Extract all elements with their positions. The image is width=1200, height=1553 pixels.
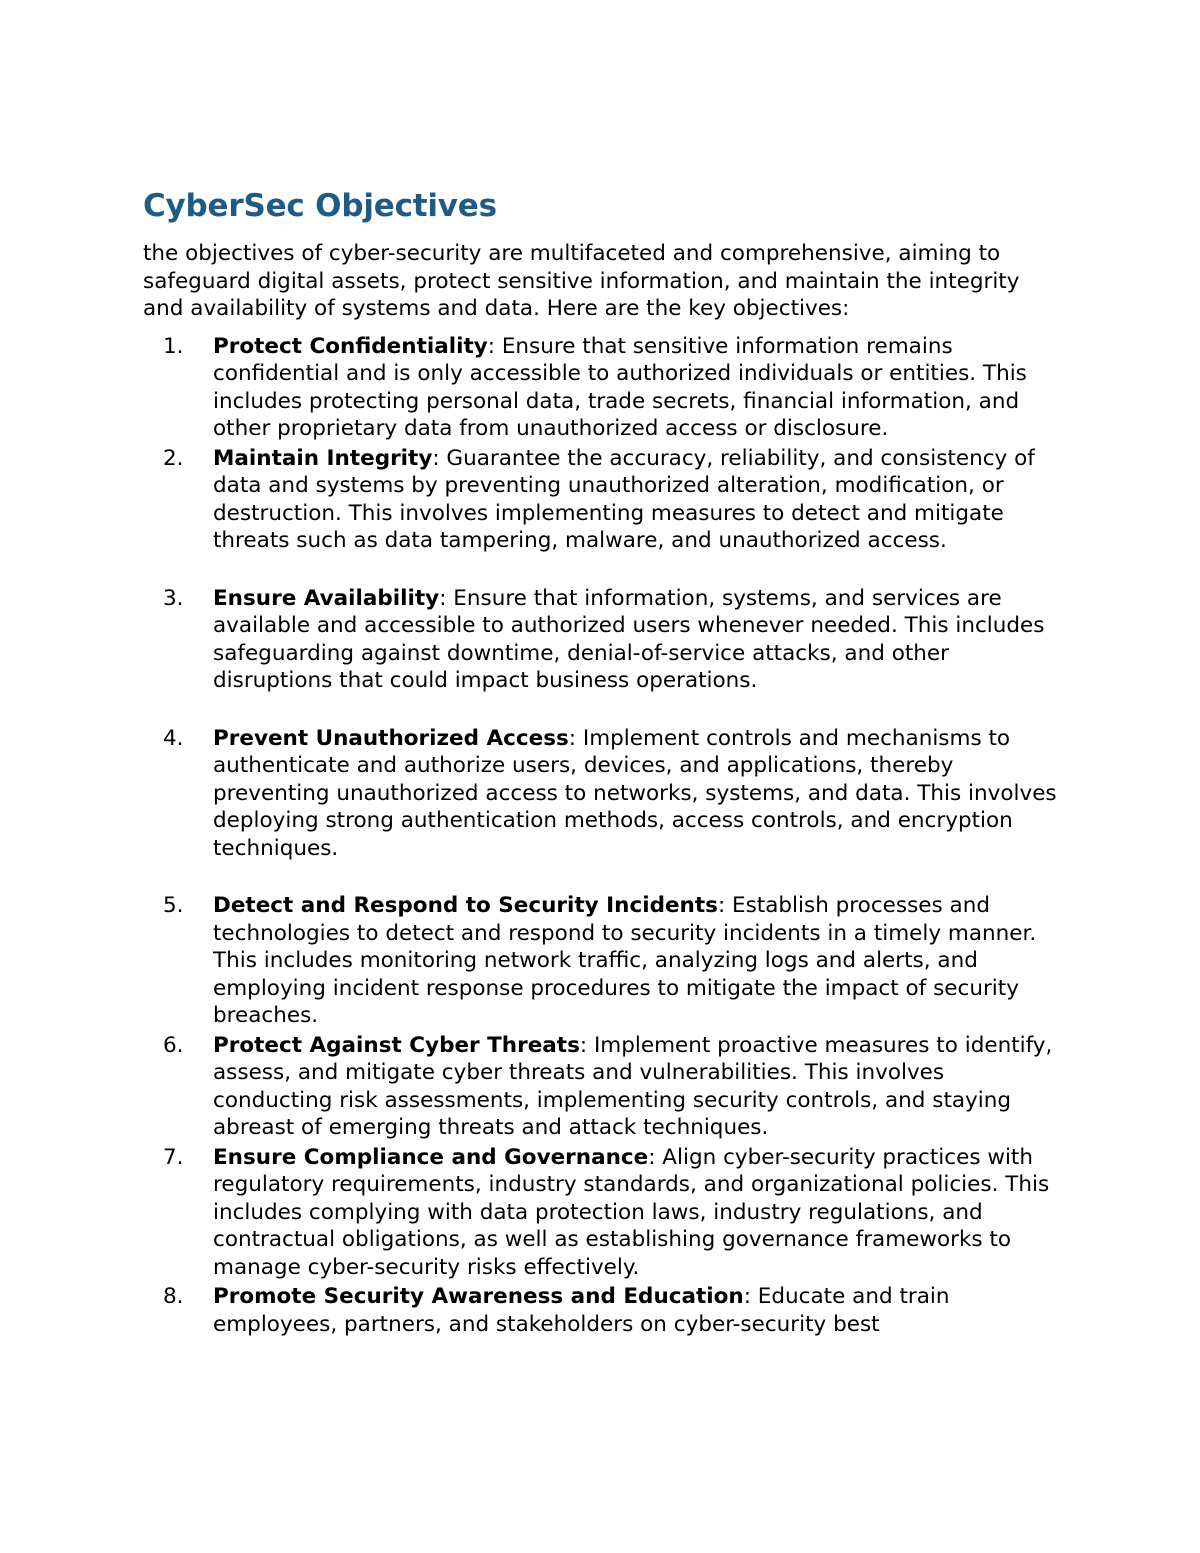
objective-text: : Align cyber-security practices with regulatory requirements, industry standards, and organizational policies. This includes complying with data protection laws, industry regulations, and contractual obligations, as well as establishing governance frameworks to manage cyber-security risks effectively. xyxy=(213,1144,1050,1280)
objective-item xyxy=(143,1283,1063,1338)
objective-text: : Ensure that information, systems, and services are available and accessible to authorized users whenever needed. This includes safeguarding against downtime, denial-of-service attacks, and other disruptions that could impact business operations. xyxy=(213,585,1045,693)
objective-number: 4. xyxy=(163,725,184,751)
objective-title: Promote Security Awareness and Education xyxy=(213,1284,744,1309)
objective-item xyxy=(143,333,1063,443)
objective-item xyxy=(143,1032,1063,1142)
objective-item xyxy=(143,892,1063,1030)
objective-title: Prevent Unauthorized Access xyxy=(213,725,569,751)
objective-item xyxy=(143,725,1063,863)
objective-item xyxy=(143,1144,1063,1282)
objective-text: : Establish processes and technologies to detect and respond to security incidents in a timely manner. This includes monitoring network traffic, analyzing logs and alerts, and employing incident response procedures to mitigate the impact of security breaches. xyxy=(213,893,1037,1028)
document-body xyxy=(143,186,1063,1340)
objective-text: : Educate and train employees, partners, and stakeholders on cyber-security best xyxy=(213,1284,950,1337)
objective-number: 3. xyxy=(163,585,184,611)
objective-number: 2. xyxy=(163,445,184,471)
objective-number: 5. xyxy=(163,893,184,918)
objective-title: Protect Confidentiality xyxy=(213,333,488,359)
objective-number: 7. xyxy=(163,1144,184,1170)
objective-number: 6. xyxy=(163,1032,184,1058)
objective-title: Maintain Integrity xyxy=(213,445,433,471)
objective-text: : Guarantee the accuracy, reliability, and consistency of data and systems by preventing unauthorized alteration, modification, or destruction. This involves implementing measures to detect and mitigate threats such as data tampering, malware, and unauthorized access. xyxy=(213,445,1035,553)
objective-title: Ensure Compliance and Governance xyxy=(213,1144,649,1170)
intro-paragraph: the objectives of cyber-security are multifaceted and comprehensive, aiming to safeguard digital assets, protect sensitive information, and maintain the integrity and availability of systems and data. Here are the key objectives: xyxy=(143,241,1020,321)
objective-title: Ensure Availability xyxy=(213,585,440,611)
objective-item xyxy=(143,445,1063,555)
objective-number: 1. xyxy=(163,333,184,359)
objective-text: : Implement proactive measures to identify, assess, and mitigate cyber threats and vulnerabilities. This involves conducting risk assessments, implementing security controls, and staying abreast of emerging threats and attack techniques. xyxy=(213,1032,1053,1140)
document-title: CyberSec Objectives xyxy=(143,188,497,224)
objectives-list xyxy=(143,333,1063,1339)
objective-text: : Implement controls and mechanisms to authenticate and authorize users, devices, and applications, thereby preventing unauthorized access to networks, systems, and data. This involves deploying strong authentication methods, access controls, and encryption techniques. xyxy=(213,725,1057,861)
objective-text: : Ensure that sensitive information remains confidential and is only accessible to authorized individuals or entities. This includes protecting personal data, trade secrets, financial information, and other proprietary data from unauthorized access or disclosure. xyxy=(213,333,1027,441)
objective-title: Detect and Respond to Security Incidents xyxy=(213,893,718,918)
objective-title: Protect Against Cyber Threats xyxy=(213,1032,580,1058)
objective-number: 8. xyxy=(163,1284,184,1309)
objective-item xyxy=(143,585,1063,695)
